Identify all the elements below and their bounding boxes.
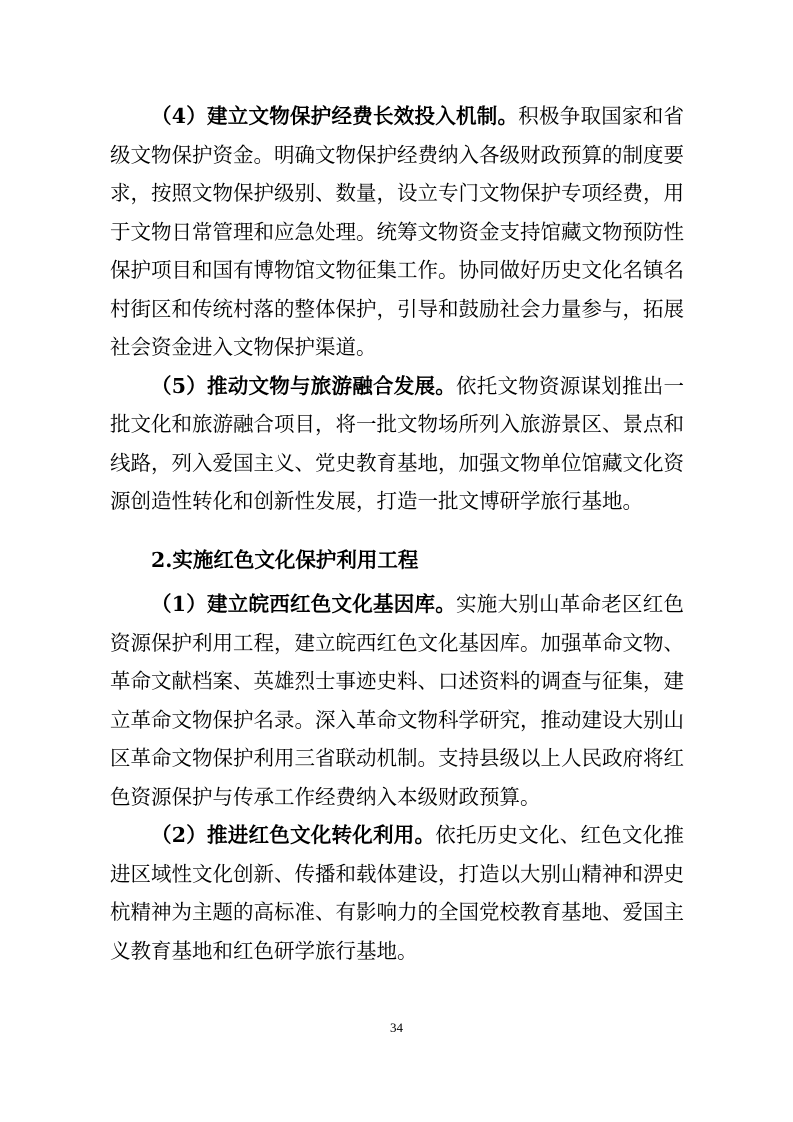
paragraph-lead: （5）推动文物与旅游融合发展。 (151, 373, 457, 398)
paragraph-text: 依托历史文化、红色文化推进区域性文化创新、传播和载体建设，打造以大别山精神和淠史杭精神为主题的高标准、有影响力的全国党校教育基地、爱国主义教育基地和红色研学旅行基地。 (110, 823, 685, 963)
paragraph-lead: （4）建立文物保护经费长效投入机制。 (151, 104, 519, 128)
section-heading: 2.实施红色文化保护利用工程 (151, 547, 419, 572)
paragraph-lead: （2）推进红色文化转化利用。 (151, 823, 436, 847)
paragraph-text: 积极争取国家和省级文物保护资金。明确文物保护经费纳入各级财政预算的制度要求，按照文物保护级别、数量，设立专门文物保护专项经费，用于文物日常管理和应急处理。统筹文物资金支持馆藏文物预防性保护项目和国有博物馆文物征集工作。协同做好历史文化名镇名村街区和传统村落的整体保护，引导和鼓励社会力量参与，拓展社会资金进入文物保护渠道。 (110, 104, 685, 359)
document-body (110, 97, 684, 970)
paragraph-text: 实施大别山革命老区红色资源保护利用工程，建立皖西红色文化基因库。加强革命文物、革命文献档案、英雄烈士事迹史料、口述资料的调查与征集，建立革命文物保护名录。深入革命文物科学研究，推动建设大别山区革命文物保护利用三省联动机制。支持县级以上人民政府将红色资源保护与传承工作经费纳入本级财政预算。 (110, 592, 685, 809)
paragraph-utilization (110, 816, 684, 970)
page-number: 34 (390, 1020, 403, 1035)
paragraph-funding (110, 97, 684, 367)
paragraph-text: 依托文物资源谋划推出一批文化和旅游融合项目，将一批文物场所列入旅游景区、景点和线路，列入爱国主义、党史教育基地，加强文物单位馆藏文化资源创造性转化和创新性发展，打造一批文博研学旅行基地。 (110, 373, 685, 513)
paragraph-lead: （1）建立皖西红色文化基因库。 (151, 592, 457, 616)
paragraph-tourism (110, 367, 684, 521)
paragraph-gene-bank (110, 585, 684, 816)
